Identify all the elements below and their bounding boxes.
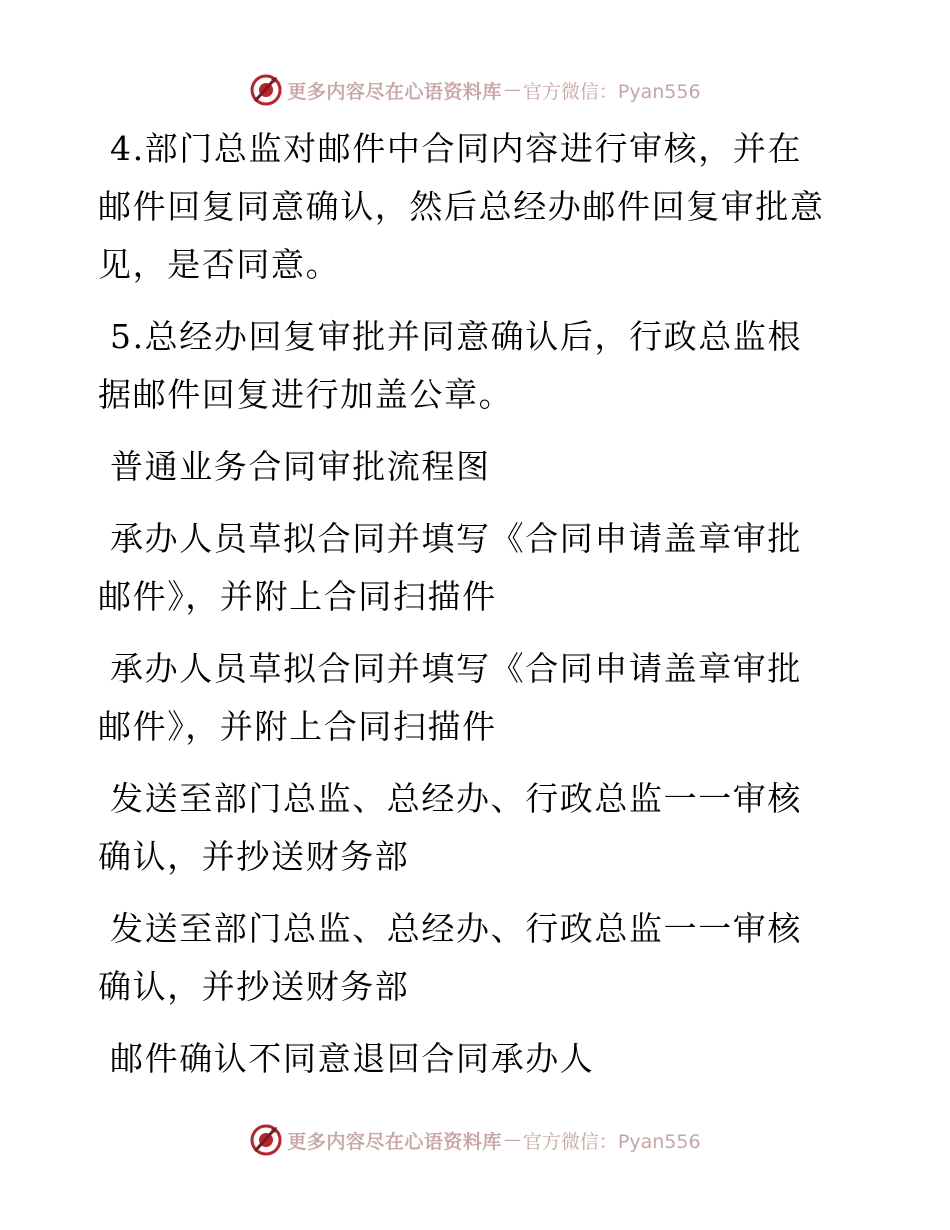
- flow-step-rejected-return: 邮件确认不同意退回合同承办人: [110, 1039, 595, 1078]
- flow-step-draft-contract-repeat: 承办人员草拟合同并填写《合同申请盖章审批邮件》，并附上合同扫描件: [98, 649, 802, 746]
- document-body: [98, 120, 828, 1102]
- paragraph-step-5: 5.总经办回复审批并同意确认后，行政总监根据邮件回复进行加盖公章。: [98, 317, 803, 414]
- flowchart-title: 普通业务合同审批流程图: [110, 447, 491, 486]
- header-watermark: [0, 70, 950, 110]
- footer-brand-text: 更多内容尽在心语资料库: [287, 1130, 502, 1153]
- flow-step-draft-contract: 承办人员草拟合同并填写《合同申请盖章审批邮件》，并附上合同扫描件: [98, 519, 802, 616]
- flow-step-send-for-review: 发送至部门总监、总经办、行政总监一一审核确认，并抄送财务部: [98, 779, 802, 876]
- brand-logo-icon: [249, 73, 283, 107]
- brand-logo-icon: [249, 1123, 283, 1157]
- header-brand-text: 更多内容尽在心语资料库: [287, 80, 502, 103]
- header-separator: —: [503, 80, 521, 100]
- flow-step-send-for-review-repeat: 发送至部门总监、总经办、行政总监一一审核确认，并抄送财务部: [98, 909, 802, 1006]
- header-wechat-text: 官方微信：Pyan556: [522, 80, 701, 103]
- paragraph-step-4: 4.部门总监对邮件中合同内容进行审核，并在邮件回复同意确认，然后总经办邮件回复审批意见，是否同意。: [98, 129, 825, 284]
- footer-watermark: [0, 1120, 950, 1160]
- footer-separator: —: [503, 1130, 521, 1150]
- footer-wechat-text: 官方微信：Pyan556: [522, 1130, 701, 1153]
